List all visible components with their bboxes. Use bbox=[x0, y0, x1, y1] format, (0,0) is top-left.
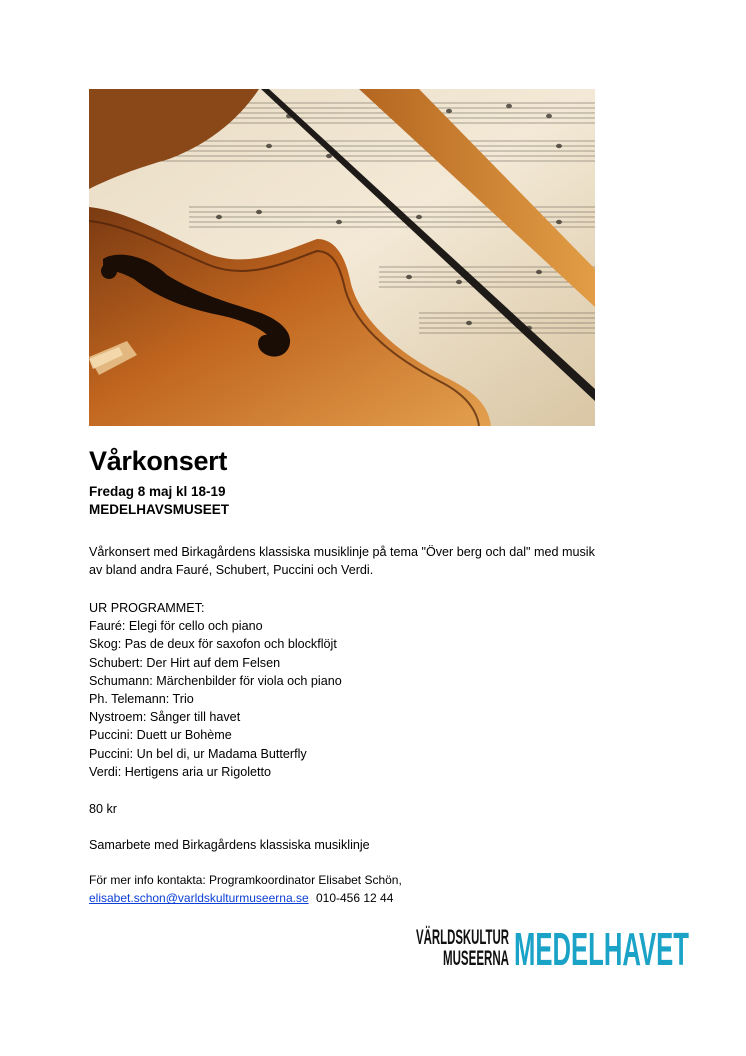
contact-email-link[interactable]: elisabet.schon@varldskulturmuseerna.se bbox=[89, 891, 309, 906]
program-heading: UR PROGRAMMET: bbox=[89, 601, 205, 615]
description-line: av bland andra Fauré, Schubert, Puccini och Verdi. bbox=[89, 563, 374, 578]
program-item: Puccini: Un bel di, ur Madama Butterfly bbox=[89, 746, 307, 761]
program-item: Schumann: Märchenbilder för viola och piano bbox=[89, 673, 342, 688]
contact-intro: För mer info kontakta: Programkoordinator Elisabet Schön, bbox=[89, 873, 402, 887]
contact-info bbox=[89, 871, 402, 907]
event-title: Vårkonsert bbox=[89, 446, 228, 476]
program-item: Puccini: Duett ur Bohème bbox=[89, 728, 232, 743]
program-list bbox=[89, 617, 342, 781]
event-description bbox=[89, 543, 595, 579]
program-section bbox=[89, 599, 342, 781]
contact-phone: 010-456 12 44 bbox=[315, 891, 394, 906]
event-date-time: Fredag 8 maj kl 18-19 bbox=[89, 484, 226, 499]
contact-line bbox=[89, 889, 402, 907]
program-item: Skog: Pas de deux för saxofon och blockflöjt bbox=[89, 637, 337, 652]
program-item: Fauré: Elegi för cello och piano bbox=[89, 619, 263, 634]
program-item: Schubert: Der Hirt auf dem Felsen bbox=[89, 655, 281, 670]
museum-logo bbox=[416, 924, 691, 970]
event-venue: MEDELHAVSMUSEET bbox=[89, 502, 230, 517]
logo-line-2: MUSEERNA bbox=[443, 947, 509, 970]
program-item: Verdi: Hertigens aria ur Rigoletto bbox=[89, 764, 272, 779]
program-item: Ph. Telemann: Trio bbox=[89, 692, 194, 707]
collaboration-note: Samarbete med Birkagårdens klassiska musiklinje bbox=[89, 838, 370, 852]
description-line: Vårkonsert med Birkagårdens klassiska musiklinje på tema "Över berg och dal" med musik bbox=[89, 545, 595, 559]
logo-line-1: VÄRLDSKULTUR bbox=[416, 926, 509, 949]
logo-brand: MEDELHAVET bbox=[514, 924, 689, 970]
ticket-price: 80 kr bbox=[89, 802, 117, 816]
program-item: Nystroem: Sånger till havet bbox=[89, 710, 241, 725]
violin-sheet-music-photo bbox=[89, 89, 595, 426]
